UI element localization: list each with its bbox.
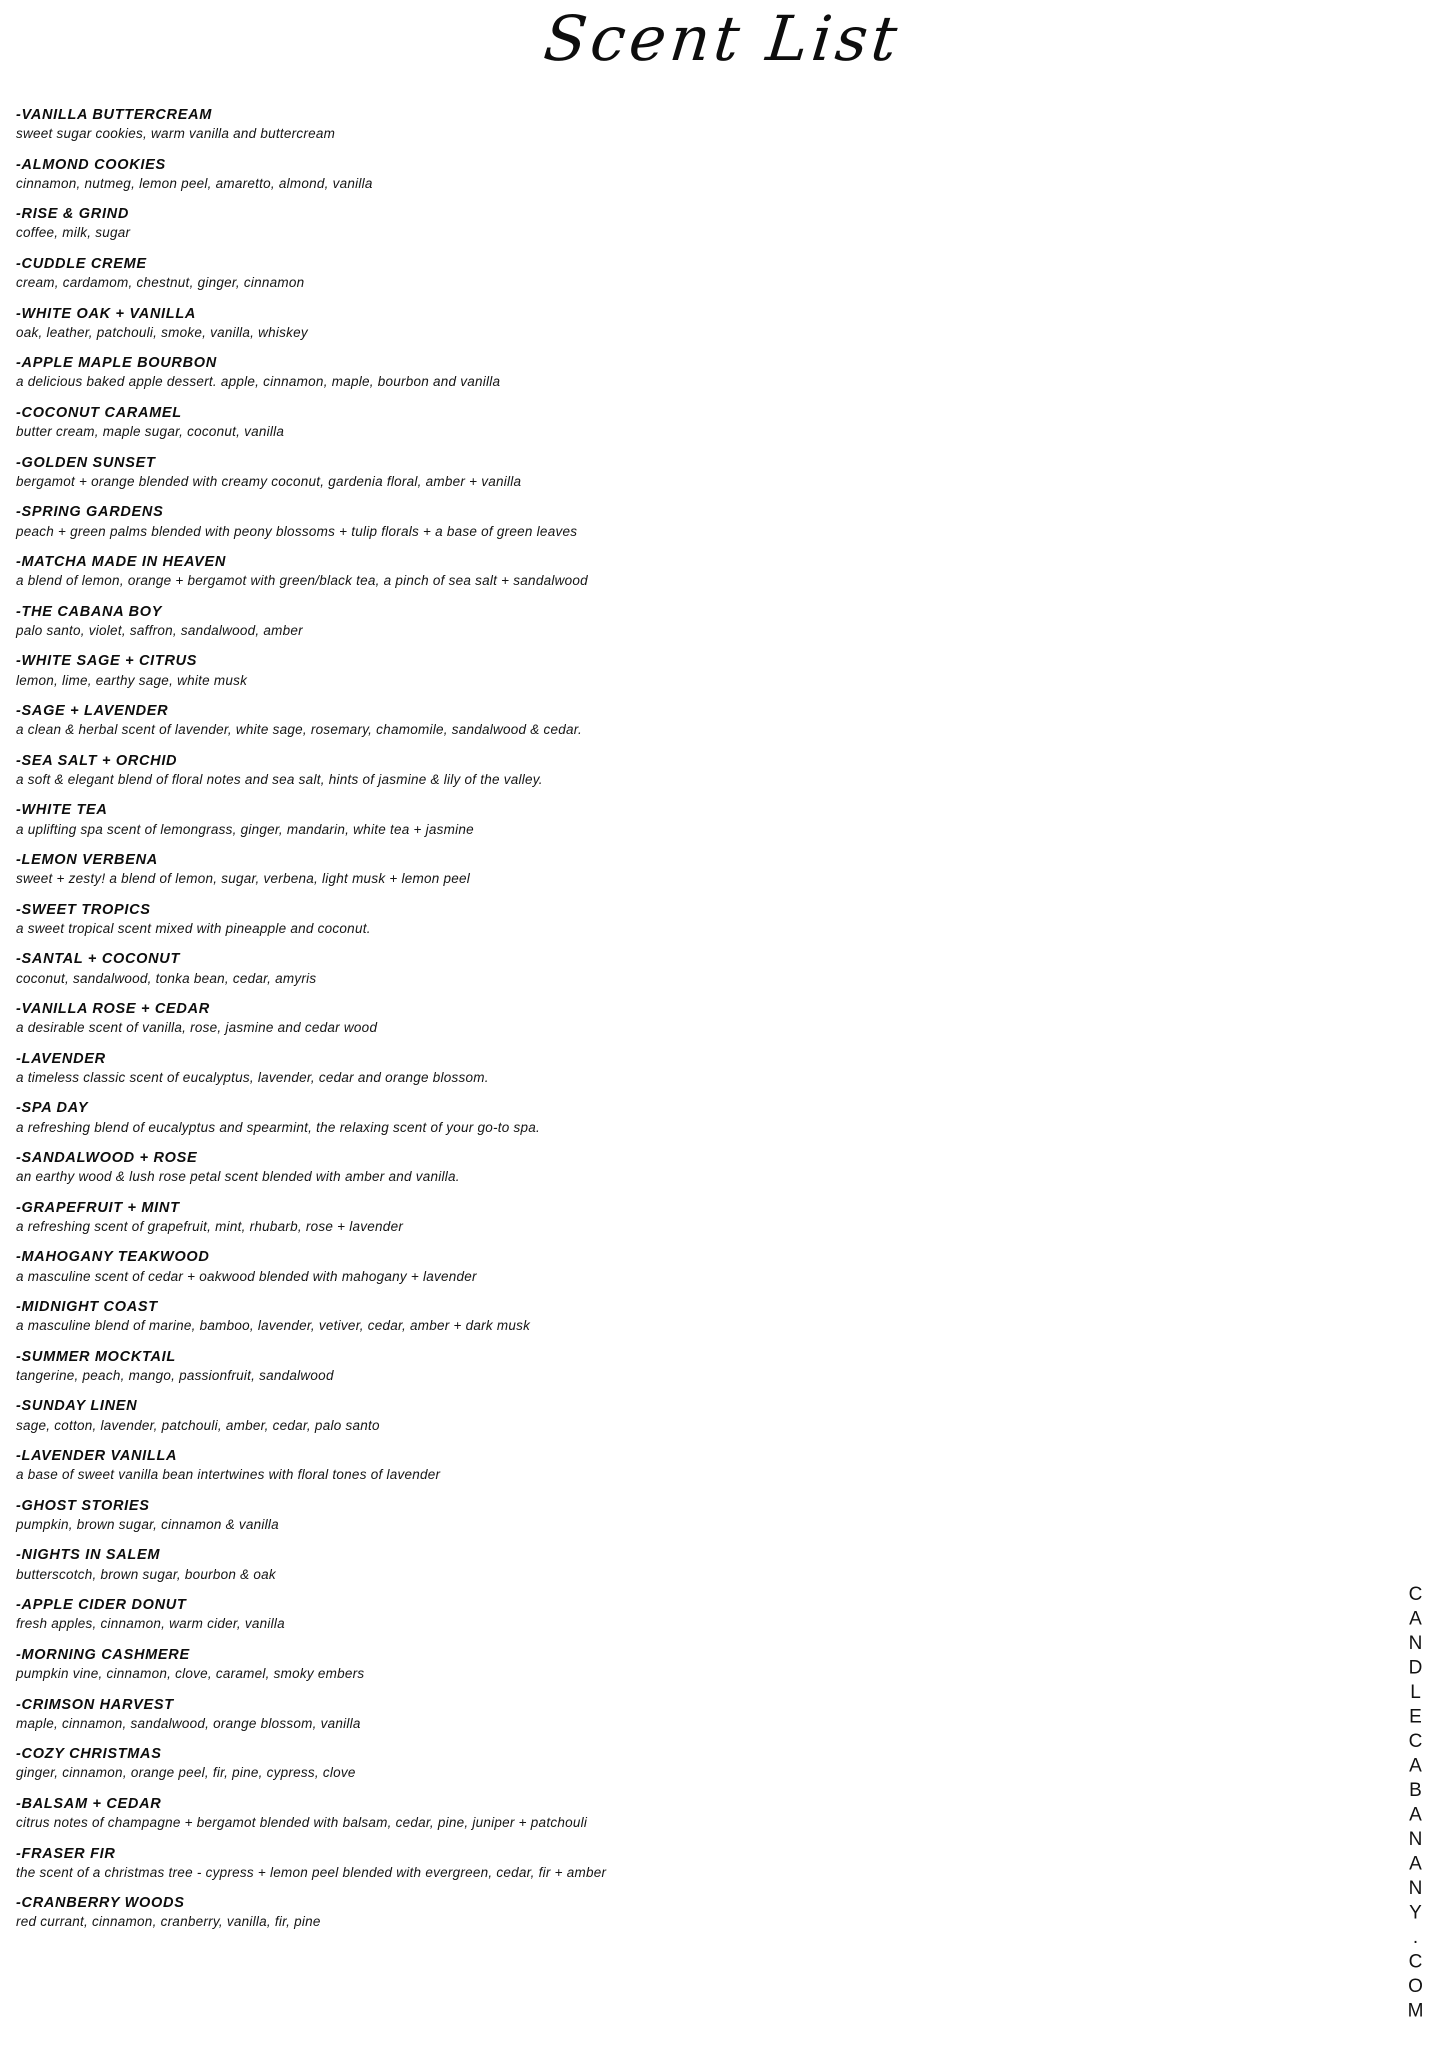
scent-notes: butter cream, maple sugar, coconut, vanilla (16, 424, 285, 440)
scent-notes: a base of sweet vanilla bean intertwines with floral tones of lavender (16, 1467, 441, 1483)
scent-name: -COCONUT CARAMEL (16, 405, 182, 422)
scent-entry (16, 404, 1306, 441)
scent-name: -COZY CHRISTMAS (16, 1746, 162, 1763)
scent-notes: peach + green palms blended with peony blossoms + tulip florals + a base of green leaves (16, 523, 578, 539)
scent-notes: palo santo, violet, saffron, sandalwood, amber (16, 622, 303, 638)
scent-entry (16, 1497, 1306, 1534)
scent-name: -MAHOGANY TEAKWOOD (16, 1249, 210, 1266)
scent-name: -GRAPEFRUIT + MINT (16, 1199, 180, 1216)
scent-entry (16, 1845, 1306, 1882)
scent-notes: sweet + zesty! a blend of lemon, sugar, verbena, light musk + lemon peel (16, 871, 470, 887)
scent-entry (16, 255, 1306, 292)
scent-entry (16, 305, 1306, 342)
scent-entry (16, 106, 1306, 143)
scent-entry (16, 1199, 1306, 1236)
scent-name: -MATCHA MADE IN HEAVEN (16, 554, 227, 571)
scent-entry (16, 702, 1306, 739)
scent-notes: oak, leather, patchouli, smoke, vanilla, whiskey (16, 324, 308, 340)
scent-name: -MORNING CASHMERE (16, 1646, 190, 1663)
scent-notes: lemon, lime, earthy sage, white musk (16, 672, 248, 688)
scent-notes: cinnamon, nutmeg, lemon peel, amaretto, almond, vanilla (16, 175, 373, 191)
scent-name: -SANDALWOOD + ROSE (16, 1150, 198, 1167)
scent-entry (16, 503, 1306, 540)
scent-entry (16, 1248, 1306, 1285)
scent-notes: pumpkin, brown sugar, cinnamon & vanilla (16, 1516, 279, 1532)
scent-notes: the scent of a christmas tree - cypress + lemon peel blended with evergreen, cedar, fir + amber (16, 1864, 607, 1880)
scent-entry (16, 1795, 1306, 1832)
scent-name: -SUNDAY LINEN (16, 1398, 138, 1415)
page-title: Scent List (540, 2, 905, 75)
scent-notes: a masculine scent of cedar + oakwood blended with mahogany + lavender (16, 1268, 477, 1284)
scent-notes: fresh apples, cinnamon, warm cider, vanilla (16, 1616, 285, 1632)
scent-notes: pumpkin vine, cinnamon, clove, caramel, smoky embers (16, 1665, 365, 1681)
scent-notes: sweet sugar cookies, warm vanilla and buttercream (16, 126, 336, 142)
scent-name: -CRIMSON HARVEST (16, 1696, 174, 1713)
scent-entry (16, 1348, 1306, 1385)
scent-entry (16, 1397, 1306, 1434)
scent-name: -SANTAL + COCONUT (16, 951, 181, 968)
scent-notes: a timeless classic scent of eucalyptus, lavender, cedar and orange blossom. (16, 1069, 489, 1085)
scent-notes: citrus notes of champagne + bergamot blended with balsam, cedar, pine, juniper + patchouli (16, 1814, 588, 1830)
scent-notes: a uplifting spa scent of lemongrass, ginger, mandarin, white tea + jasmine (16, 821, 474, 837)
scent-name: -LEMON VERBENA (16, 852, 158, 869)
scent-entry (16, 752, 1306, 789)
scent-entry (16, 1745, 1306, 1782)
scent-name: -NIGHTS IN SALEM (16, 1547, 161, 1564)
scent-notes: butterscotch, brown sugar, bourbon & oak (16, 1566, 276, 1582)
scent-name: -SWEET TROPICS (16, 901, 151, 918)
scent-notes: tangerine, peach, mango, passionfruit, sandalwood (16, 1367, 334, 1383)
scent-entry (16, 156, 1306, 193)
scent-notes: a sweet tropical scent mixed with pineapple and coconut. (16, 920, 371, 936)
scent-name: -VANILLA ROSE + CEDAR (16, 1001, 210, 1018)
scent-entry (16, 205, 1306, 242)
scent-notes: coffee, milk, sugar (16, 225, 131, 241)
scent-entry (16, 603, 1306, 640)
scent-name: -SEA SALT + ORCHID (16, 752, 178, 769)
scent-notes: sage, cotton, lavender, patchouli, amber, cedar, palo santo (16, 1417, 380, 1433)
scent-entry (16, 652, 1306, 689)
scent-notes: an earthy wood & lush rose petal scent blended with amber and vanilla. (16, 1169, 460, 1185)
scent-notes: a masculine blend of marine, bamboo, lavender, vetiver, cedar, amber + dark musk (16, 1318, 531, 1334)
scent-list (16, 106, 1306, 1944)
scent-notes: ginger, cinnamon, orange peel, fir, pine, cypress, clove (16, 1765, 356, 1781)
scent-entry (16, 553, 1306, 590)
scent-name: -GHOST STORIES (16, 1497, 150, 1514)
scent-name: -APPLE MAPLE BOURBON (16, 355, 217, 372)
scent-name: -BALSAM + CEDAR (16, 1795, 162, 1812)
scent-name: -SAGE + LAVENDER (16, 703, 169, 720)
scent-entry (16, 1099, 1306, 1136)
scent-entry (16, 950, 1306, 987)
scent-notes: a delicious baked apple dessert. apple, cinnamon, maple, bourbon and vanilla (16, 374, 501, 390)
scent-name: -LAVENDER VANILLA (16, 1448, 178, 1465)
scent-entry (16, 851, 1306, 888)
scent-name: -SUMMER MOCKTAIL (16, 1348, 176, 1365)
scent-entry (16, 1447, 1306, 1484)
scent-name: -RISE & GRIND (16, 206, 130, 223)
scent-entry (16, 1894, 1306, 1931)
scent-entry (16, 901, 1306, 938)
scent-name: -MIDNIGHT COAST (16, 1299, 158, 1316)
scent-entry (16, 1050, 1306, 1087)
scent-name: -CUDDLE CREME (16, 256, 147, 273)
scent-notes: a refreshing scent of grapefruit, mint, rhubarb, rose + lavender (16, 1218, 404, 1234)
scent-name: -ALMOND COOKIES (16, 156, 166, 173)
scent-entry (16, 1646, 1306, 1683)
scent-entry (16, 1546, 1306, 1583)
scent-name: -GOLDEN SUNSET (16, 454, 156, 471)
scent-name: -CRANBERRY WOODS (16, 1895, 185, 1912)
scent-notes: coconut, sandalwood, tonka bean, cedar, amyris (16, 970, 317, 986)
scent-name: -THE CABANA BOY (16, 603, 163, 620)
scent-notes: a desirable scent of vanilla, rose, jasmine and cedar wood (16, 1020, 378, 1036)
scent-notes: red currant, cinnamon, cranberry, vanilla, fir, pine (16, 1914, 321, 1930)
scent-entry (16, 1000, 1306, 1037)
scent-notes: bergamot + orange blended with creamy coconut, gardenia floral, amber + vanilla (16, 473, 522, 489)
scent-notes: a refreshing blend of eucalyptus and spearmint, the relaxing scent of your go-to spa. (16, 1119, 541, 1135)
scent-name: -WHITE TEA (16, 802, 108, 819)
scent-entry (16, 1596, 1306, 1633)
scent-notes: a clean & herbal scent of lavender, white sage, rosemary, chamomile, sandalwood & cedar. (16, 722, 583, 738)
scent-name: -APPLE CIDER DONUT (16, 1597, 187, 1614)
scent-name: -LAVENDER (16, 1050, 106, 1067)
scent-name: -VANILLA BUTTERCREAM (16, 107, 213, 123)
scent-entry (16, 454, 1306, 491)
scent-entry (16, 354, 1306, 391)
scent-entry (16, 1298, 1306, 1335)
scent-name: -SPRING GARDENS (16, 504, 164, 521)
scent-entry (16, 1696, 1306, 1733)
scent-notes: cream, cardamom, chestnut, ginger, cinnamon (16, 275, 305, 291)
website-brand: CANDLECABANANY.COM (1405, 1584, 1426, 2025)
scent-notes: a blend of lemon, orange + bergamot with green/black tea, a pinch of sea salt + sandalwood (16, 573, 588, 589)
scent-notes: a soft & elegant blend of floral notes and sea salt, hints of jasmine & lily of the valley. (16, 771, 543, 787)
scent-name: -SPA DAY (16, 1100, 89, 1117)
scent-notes: maple, cinnamon, sandalwood, orange blossom, vanilla (16, 1715, 361, 1731)
scent-name: -FRASER FIR (16, 1845, 116, 1862)
scent-entry (16, 1149, 1306, 1186)
scent-name: -WHITE SAGE + CITRUS (16, 653, 198, 670)
scent-entry (16, 801, 1306, 838)
scent-name: -WHITE OAK + VANILLA (16, 305, 197, 322)
